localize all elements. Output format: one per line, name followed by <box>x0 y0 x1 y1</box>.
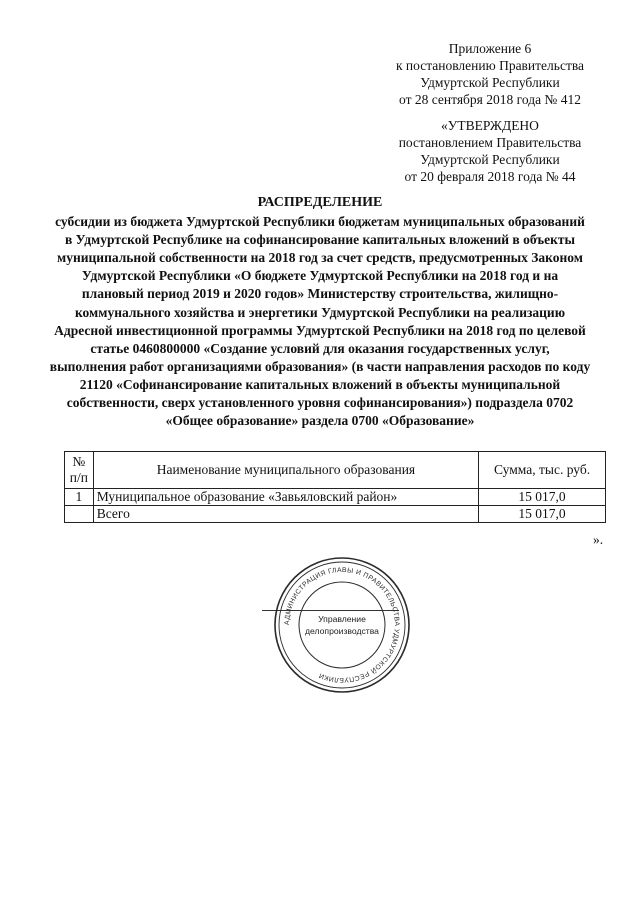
row-sum: 15 017,0 <box>479 489 606 506</box>
heading-line: собственности, сверх установленного уровня софинансирования») подраздела 0702 <box>66 395 574 411</box>
heading-line: «Общее образование» раздела 0700 «Образование» <box>165 413 475 429</box>
stamp-inner-ring <box>299 582 385 668</box>
heading-line: в Удмуртской Республике на софинансирование капитальных вложений в объекты <box>64 232 576 248</box>
total-sum: 15 017,0 <box>479 506 606 523</box>
stamp-ring-textpath: АДМИНИСТРАЦИЯ ГЛАВЫ И ПРАВИТЕЛЬСТВА УДМУРТСКОЙ РЕСПУБЛИКИ <box>283 566 401 684</box>
table-header-row <box>65 452 606 489</box>
approval-line: постановлением Правительства <box>398 135 582 150</box>
heading-line: коммунального хозяйства и энергетики Удмуртской Республики на реализацию <box>74 304 566 320</box>
official-stamp <box>272 555 412 695</box>
heading-line: плановый период 2019 и 2020 годов» Министерству строительства, жилищно- <box>81 286 559 302</box>
appendix-line: Удмуртской Республики <box>420 75 560 90</box>
heading-line: субсидии из бюджета Удмуртской Республики бюджетам муниципальных образований <box>55 214 585 230</box>
header-name: Наименование муниципального образования <box>93 452 478 489</box>
total-number-cell <box>65 506 94 523</box>
header-number-line: п/п <box>69 470 88 485</box>
header-sum: Сумма, тыс. руб. <box>479 452 606 489</box>
heading-line: выполнения работ организациями образования» (в части направления расходов по коду <box>49 358 591 374</box>
total-label: Всего <box>93 506 478 523</box>
document-heading <box>40 194 600 430</box>
approval-line: Удмуртской Республики <box>420 152 560 167</box>
appendix-line: от 28 сентября 2018 года № 412 <box>399 92 581 107</box>
approval-line: от 20 февраля 2018 года № 44 <box>404 169 576 184</box>
heading-line: 21120 «Софинансирование капитальных вложений в объекты муниципальной <box>79 376 561 392</box>
distribution-table <box>64 451 606 523</box>
approval-block <box>360 117 620 185</box>
approval-line: «УТВЕРЖДЕНО <box>441 118 539 133</box>
appendix-line: Приложение 6 <box>448 41 532 56</box>
appendix-block <box>360 40 620 108</box>
appendix-line: к постановлению Правительства <box>395 58 585 73</box>
header-number-line: № <box>72 454 86 469</box>
heading-line: Адресной инвестиционной программы Удмуртской Республики на 2018 год по целевой <box>54 322 586 338</box>
header-number <box>65 452 94 489</box>
document-title: РАСПРЕДЕЛЕНИЕ <box>257 195 383 210</box>
table-row <box>65 489 606 506</box>
table-total-row <box>65 506 606 523</box>
stamp-center-line1: Управление <box>318 614 366 624</box>
heading-line: Удмуртской Республики «О бюджете Удмуртской Республики на 2018 год и на <box>81 268 559 284</box>
stamp-mid-ring <box>279 562 405 688</box>
row-name: Муниципальное образование «Завьяловский район» <box>93 489 478 506</box>
stamp-outer-ring <box>275 558 409 692</box>
heading-line: статье 0460800000 «Создание условий для оказания государственных услуг, <box>90 340 550 356</box>
stamp-center-line2: делопроизводства <box>305 626 379 636</box>
heading-line: муниципальной собственности на 2018 год за счет средств, предусмотренных Законом <box>57 250 583 266</box>
stamp-ring-text <box>284 567 400 683</box>
closing-quote: ». <box>593 532 604 547</box>
row-number: 1 <box>65 489 94 506</box>
